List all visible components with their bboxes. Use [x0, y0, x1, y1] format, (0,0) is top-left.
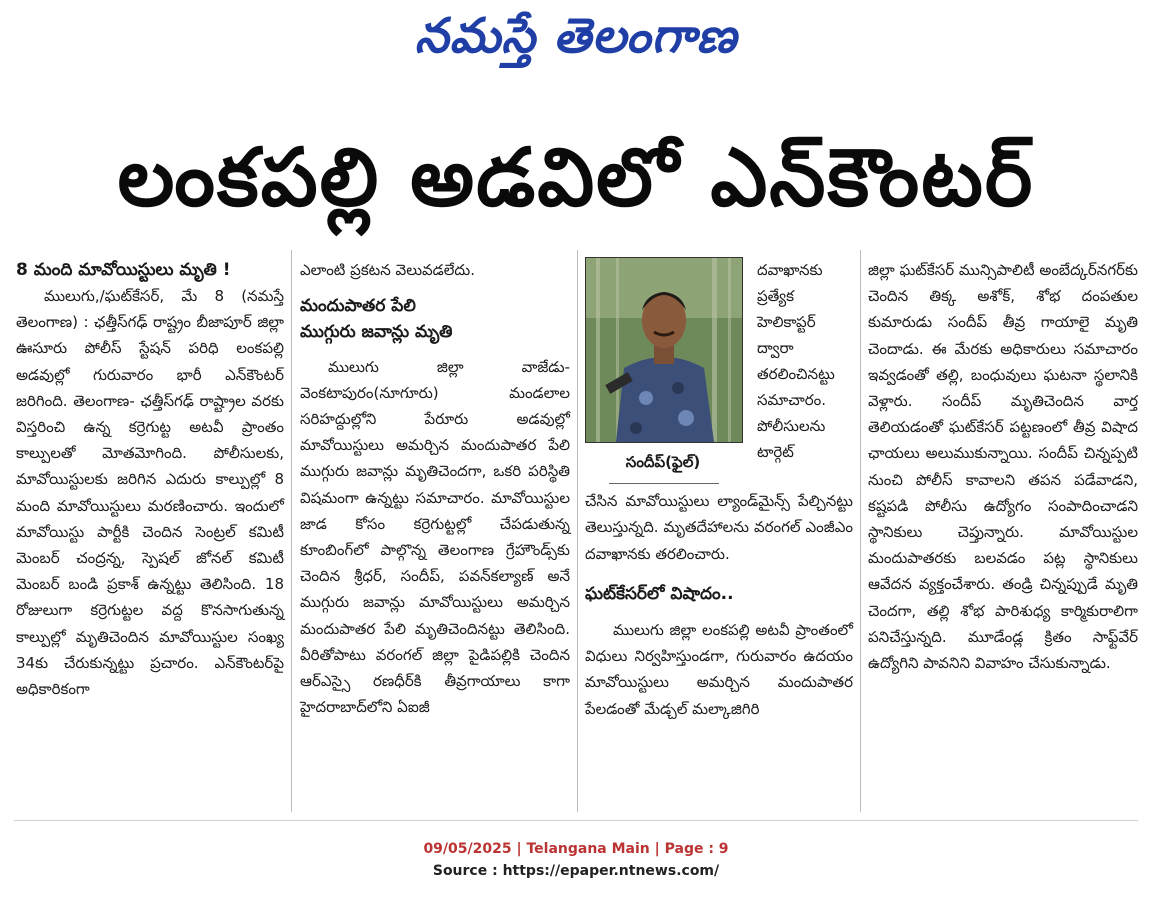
- article-column-2: [300, 257, 570, 720]
- jawan-photo: [585, 257, 743, 443]
- article-paragraph: ఎలాంటి ప్రకటన వెలువడలేదు.: [300, 261, 475, 279]
- masthead-logo: నమస్తే తెలంగాణ: [414, 8, 738, 64]
- source-link[interactable]: Source : https://epaper.ntnews.com/: [432, 863, 720, 879]
- article-paragraph: జిల్లా ఘట్‌కేసర్ మున్సిపాలిటీ అంబేద్కర్‌నగర్‌కు చెందిన తిక్క అశోక్, శోభ దంపతుల కుమారుడు సందీప్ తీవ్ర గాయాలై మృతి చెందాడు. ఈ మేరకు అధికారులు సమాచారం ఇవ్వడంతో తల్లి, బంధువులు ఘటనా స్థలానికి వెళ్లారు. సందీప్ మృతిచెందిన వార్త తెలియడంతో ఘట్‌కేసర్ పట్టణంలో తీవ్ర విషాద ఛాయలు అలుముకున్నాయి. సందీప్ చిన్నప్పటి నుంచి పోలీస్ కావాలని తపన పడేవాడని, కష్టపడి పోలీసు ఉద్యోగం సంపాదించాడని స్థానికులు చెప్తున్నారు. మావోయిస్టుల మందుపాతరకు బలవడం పట్ల స్థానికులు ఆవేదన వ్యక్తంచేశారు. తండ్రి చిన్నప్పుడే మృతి చెందగా, తల్లి శోభ పారిశుధ్య కార్మికురాలిగా పనిచేస్తున్నది. మూడేండ్ల క్రితం సాఫ్ట్‌వేర్ ఉద్యోగిని పావనిని వివాహం చేసుకున్నాడు.: [868, 261, 1138, 673]
- article-column-3: [585, 257, 853, 722]
- article-paragraph: దవాఖానకు ప్రత్యేక హెలికాప్టర్ ద్వారా తరలించినట్టు సమాచారం. పోలీసులను టార్గెట్: [757, 261, 835, 461]
- article-column-4: [868, 257, 1138, 676]
- article-column-1: [16, 257, 284, 702]
- subheading: ఘట్‌కేసర్‌లో విషాదం..: [585, 583, 734, 604]
- article-paragraph: ములుగు జిల్లా లంకపల్లి అటవీ ప్రాంతంలో విధులు నిర్వహిస్తుండగా, గురువారం ఉదయం మావోయిస్టులు అమర్చిన మందుపాతర పేలడంతో మేడ్చల్ మల్కాజిగిరి: [585, 621, 853, 718]
- column-divider: [577, 250, 578, 812]
- edition-info: 09/05/2025 | Telangana Main | Page : 9: [423, 841, 729, 857]
- page-footer: [0, 838, 1152, 882]
- article-paragraph: చేసిన మావోయిస్టులు ల్యాండ్‌మైన్స్ పేల్చినట్టు తెలుస్తున్నది. మృతదేహాలను వరంగల్ ఎంజీఎం దవాఖానకు తరలించారు.: [585, 492, 853, 563]
- subheading: మందుపాతర పేలి: [300, 296, 416, 317]
- footer-divider: [14, 820, 1138, 821]
- photo-caption: సందీప్(ఫైల్): [625, 453, 701, 471]
- kicker: 8 మంది మావోయిస్టులు మృతి !: [16, 260, 231, 280]
- column-divider: [291, 250, 292, 812]
- caption-underline: [609, 483, 719, 484]
- headline: లంకపల్లి అడవిలో ఎన్‌కౌంటర్: [117, 131, 1035, 224]
- column-divider: [860, 250, 861, 812]
- article-paragraph: ములుగు,/ఘట్‌కేసర్, మే 8 (నమస్తే తెలంగాణ) : ఛత్తీస్‌గఢ్ రాష్ట్రం బీజాపూర్ జిల్లా ఊసూరు పోలీస్ స్టేషన్ పరిధి లంకపల్లి అడవుల్లో గురువారం భారీ ఎన్‌కౌంటర్ జరిగింది. తెలంగాణ- ఛత్తీస్‌గఢ్ రాష్ట్రాల వరకు విస్తరించి ఉన్న కర్రెగుట్ట అటవీ ప్రాంతం కాల్పులతో మోతమోగింది. పోలీసులకు, మావోయిస్టులకు జరిగిన ఎదురు కాల్పుల్లో 8 మంది మావోయిస్టులు మరణించారు. ఇందులో మావోయిస్టు పార్టీకి చెందిన సెంట్రల్ కమిటీ మెంబర్ చంద్రన్న, స్పెషల్ జోనల్ కమిటీ మెంబర్ బండి ప్రకాశ్ ఉన్నట్టు తెలిసింది. 18 రోజులుగా కర్రెగుట్టల వద్ద కొనసాగుతున్న కాల్పుల్లో మృతిచెందిన మావోయిస్టుల సంఖ్య 34కు చేరుకున్నట్టు ప్రచారం. ఎన్‌కౌంటర్‌పై అధికారికంగా: [16, 287, 284, 699]
- subheading: ముగ్గురు జవాన్లు మృతి: [300, 322, 453, 343]
- article-paragraph: ములుగు జిల్లా వాజేడు-వెంకటాపురం(నూగూరు) మండలాల సరిహద్దుల్లోని పేరూరు అడవుల్లో మావోయిస్టులు అమర్చిన మందుపాతర పేలి ముగ్గురు జవాన్లు మృతిచెందగా, ఒకరి పరిస్థితి విషమంగా ఉన్నట్టు సమాచారం. మావోయిస్టుల జాడ కోసం కర్రెగుట్టల్లో చేపడుతున్న కూంబింగ్‌లో పాల్గొన్న తెలంగాణ గ్రేహౌండ్స్‌కు చెందిన శ్రీధర్, సందీప్, పవన్‌కల్యాణ్ అనే ముగ్గురు జవాన్లు మావోయిస్టులు అమర్చిన మందుపాతర పేలి మృతిచెందినట్టు తెలిసింది. వీరితోపాటు వరంగల్ జిల్లా పైడిపల్లికి చెందిన ఆర్‌ఎస్సై రణధీర్‌కి తీవ్రగాయాలు కాగా హైదరాబాద్‌లోని ఏఐజీ: [300, 357, 570, 717]
